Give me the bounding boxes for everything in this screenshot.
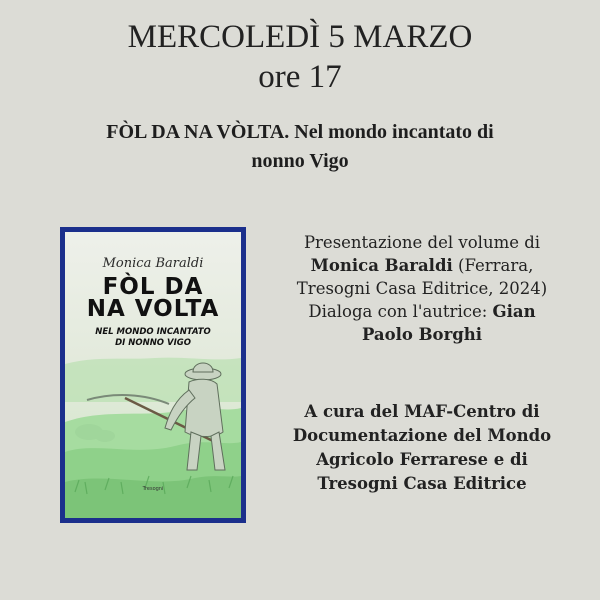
organizer-line-4: Tresogni Casa Editrice <box>317 474 527 493</box>
moderator-name-b: Paolo Borghi <box>361 325 483 344</box>
organizer-line-1: A cura del MAF-Centro di <box>304 402 540 421</box>
cover-title-line-2: NA VOLTA <box>86 296 220 322</box>
dialog-line <box>272 300 572 323</box>
event-title-line-1: FÒL DA NA VÒLTA. Nel mondo incantato di <box>106 121 494 143</box>
cover-author: Monica Baraldi <box>102 256 204 271</box>
presentation-author-line <box>272 254 572 277</box>
presentation-intro: Presentazione del volume di <box>303 233 541 252</box>
cover-subtitle-line-1: NEL MONDO INCANTATO <box>95 327 211 337</box>
cover-subtitle-line-2: DI NONNO VIGO <box>115 338 191 348</box>
organizer-line-2: Documentazione del Mondo <box>292 426 552 445</box>
event-date: MERCOLEDÌ 5 MARZO <box>127 19 473 55</box>
organizer-line-3: Agricolo Ferrarese e di <box>316 450 528 469</box>
book-cover-image <box>60 227 246 523</box>
event-title <box>60 118 540 176</box>
dialog-text: Dialoga con l'autrice: <box>308 302 493 321</box>
cover-subtitle <box>65 327 241 349</box>
moderator-name-a: Gian <box>492 302 536 321</box>
publisher-text-b: Tresogni Casa Editrice, 2024) <box>296 279 548 298</box>
cover-publisher-logo: Tresogni <box>142 486 164 492</box>
publisher-text-a: (Ferrara, <box>452 256 534 275</box>
event-title-line-2: nonno Vigo <box>251 150 349 172</box>
cover-title <box>65 276 241 320</box>
book-author-name: Monica Baraldi <box>310 256 453 275</box>
presentation-details <box>272 231 572 346</box>
cover-title-line-1: FÒL DA <box>102 274 204 300</box>
event-time: ore 17 <box>258 59 342 95</box>
organizer-credits <box>272 400 572 496</box>
